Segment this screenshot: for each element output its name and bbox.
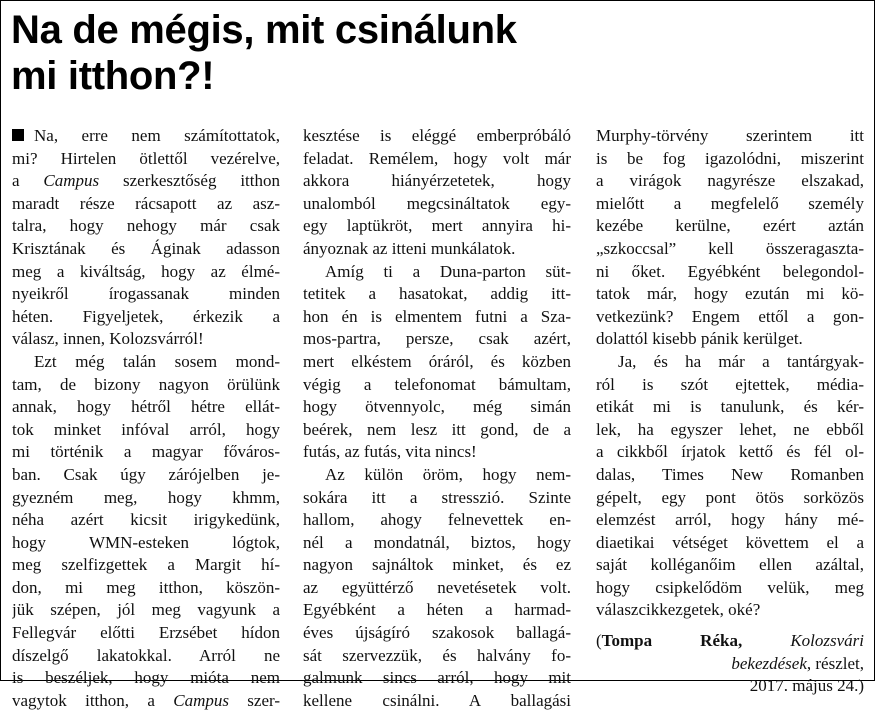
publication-name: Campus — [173, 690, 229, 710]
text-line: annak, hogy hétről hétre ellát- — [12, 397, 280, 417]
text-line: is be fog igazolódni, miszerint — [596, 148, 864, 168]
text-line: sokára itt a stresszió. Szinte — [303, 487, 571, 507]
text-line: galmunk sincs arról, hogy mit — [303, 668, 571, 688]
text-line: hon én is elmentem futni a Sza- — [303, 306, 571, 326]
text-line: Na, erre nem számítottatok, — [12, 125, 280, 148]
text-line: nagyon sajnáltok minket, és ez — [303, 555, 571, 575]
text-line: nél a mondatnál, biztos, hogy — [303, 532, 571, 552]
headline-line-1: Na de mégis, mit csinálunk — [11, 8, 517, 52]
text-line: Krisztának és Áginak adasson — [12, 238, 280, 258]
headline-line-2: mi itthon?! — [11, 54, 215, 98]
text-line: dalas, Times New Romanben — [596, 464, 864, 484]
text-line: kesztése is eléggé emberpróbáló — [303, 126, 571, 145]
text-line: héten. Figyeljetek, érkezik a — [12, 306, 280, 326]
text-line: Amíg ti a Duna-parton süt- — [325, 261, 571, 281]
text-line: maradt része rácsapott az asz- — [12, 193, 280, 213]
text-line: végig a telefonomat bámultam, — [303, 374, 571, 394]
text-line: saját kolléganőim ellen azáltal, — [596, 555, 864, 575]
column-3-lines — [596, 125, 864, 622]
text-line: etikát mi is tanulunk, és kér- — [596, 397, 864, 417]
publication-name: Campus — [43, 171, 100, 191]
text-line: hogy WMN-esteken lógtok, — [12, 532, 280, 552]
signature-rest: , részlet, — [806, 653, 864, 673]
text-line: Ja, és ha már a tantárgyak- — [618, 351, 864, 371]
text-line: mi? Hirtelen ötlettől vezérelve, — [12, 148, 280, 168]
text-line: beérek, nem lesz itt gond, de a — [303, 419, 571, 439]
text-line: vetkezünk? Engem ettől a gon- — [596, 306, 864, 326]
signature-line-1 — [596, 630, 864, 653]
text-line: feladat. Remélem, hogy volt már — [303, 148, 571, 168]
text-line: meg szelfizgettek a Margit hí- — [12, 555, 280, 575]
text-line: ban. Csak úgy zárójelben je- — [12, 464, 280, 484]
article-column-3 — [596, 125, 864, 698]
text-line: az együttérző nevetésetek volt. — [303, 577, 571, 597]
text-line: gyezném meg, hogy khmm, — [12, 487, 280, 507]
signature-author: Tompa Réka — [601, 631, 738, 651]
text-line: mos-partra, persze, csak azért, — [303, 329, 571, 349]
text-line: tetitek a hasatokat, addig itt- — [303, 284, 571, 304]
square-bullet-icon — [12, 129, 24, 141]
text-line: hogy csipkelődöm velük, meg — [596, 577, 864, 597]
text-line: unalomból megcsináltatok egy- — [303, 193, 571, 213]
text-line: ányoznak az itteni munkálatok. — [303, 238, 516, 258]
text-line: Ezt még talán sosem mond- — [34, 351, 280, 371]
signature-separator: , — [737, 631, 791, 651]
signature-source-1: Kolozsvári — [790, 631, 864, 651]
text-line: mi történik a magyar főváros- — [12, 442, 280, 462]
text-line: hogy ötvennyolc, még simán — [303, 397, 571, 417]
text-line: Fellegvár előtti Erzsébet hídon — [12, 623, 280, 643]
text-line: jük szépen, jól meg vagyunk a — [12, 600, 280, 620]
text-line: is beszéljek, hogy mióta nem — [12, 668, 280, 688]
signature-date: 2017. május 24.) — [749, 676, 864, 696]
text-line: dolattól kisebb pánik kerülget. — [596, 329, 803, 349]
text-line: a Campus szerkesztőség itthon — [12, 171, 280, 191]
text-line: válasz, innen, Kolozsvárról! — [12, 329, 204, 349]
article-headline — [11, 7, 517, 99]
signature-open-paren: ( — [596, 631, 602, 651]
article-column-2 — [303, 125, 571, 712]
text-line: meg a kiváltság, hogy az élmé- — [12, 261, 280, 281]
text-line: egy laptükröt, mert annyira hi- — [303, 216, 571, 236]
signature-source-2: bekezdések — [731, 653, 807, 673]
text-line: a cikkből írjatok kettő és fél ol- — [596, 442, 864, 462]
text-line: kellene csinálni. A ballagási — [303, 690, 571, 710]
text-line: éves újságíró szakosok ballagá- — [303, 623, 571, 643]
signature-gap — [596, 622, 864, 630]
text-line: kezébe kerülne, ezért aztán — [596, 216, 864, 236]
text-line: futás, az futás, vita nincs! — [303, 442, 477, 462]
text-line: Egyébként a héten a harmad- — [303, 600, 571, 620]
text-line: mielőtt a megfelelő személy — [596, 193, 864, 213]
text-line: elemzést arról, hogy hány mé- — [596, 510, 864, 530]
text-line: nyeikről írogassanak minden — [12, 284, 280, 304]
text-line: díszelgő lakatokkal. Arról ne — [12, 645, 280, 665]
text-line: mert elkéstem óráról, és közben — [303, 351, 571, 371]
text-line: néha azért kicsit irigykedünk, — [12, 510, 280, 530]
text-line: tatok már, hogy ezután mi kö- — [596, 284, 864, 304]
text-line: Az külön öröm, hogy nem- — [325, 464, 571, 484]
article-column-1 — [12, 125, 280, 712]
text-line: vagytok itthon, a Campus szer- — [12, 690, 280, 710]
text-line: don, mi meg itthon, köszön- — [12, 577, 280, 597]
text-line: „szkoccsal” kell összeragaszta- — [596, 238, 864, 258]
text-line: Murphy-törvény szerintem itt — [596, 126, 864, 145]
text-line: akkora hiányérzetetek, hogy — [303, 171, 571, 191]
text-line: válaszcikkezgetek, oké? — [596, 600, 761, 620]
text-line: ni őket. Egyébként belegondol- — [596, 261, 864, 281]
text-line: a virágok nagyrésze elszakad, — [596, 171, 864, 191]
text-line: hallom, ahogy felnevettek en- — [303, 510, 571, 530]
text-line: tok minket infóval arról, hogy — [12, 419, 280, 439]
text-line: tam, de bizony nagyon örülünk — [12, 374, 280, 394]
text-line: lek, ha egyszer lehet, ne ebből — [596, 419, 864, 439]
signature-line-2 — [596, 653, 864, 676]
text-line: gépelt, egy pont ötös sorközös — [596, 487, 864, 507]
text-line: diaetikai vétséget követtem el a — [596, 532, 864, 552]
text-line: talra, hogy nehogy már csak — [12, 216, 280, 236]
text-line: ról is szót ejtettek, média- — [596, 374, 864, 394]
text-line: sát szervezzük, és halvány fo- — [303, 645, 571, 665]
